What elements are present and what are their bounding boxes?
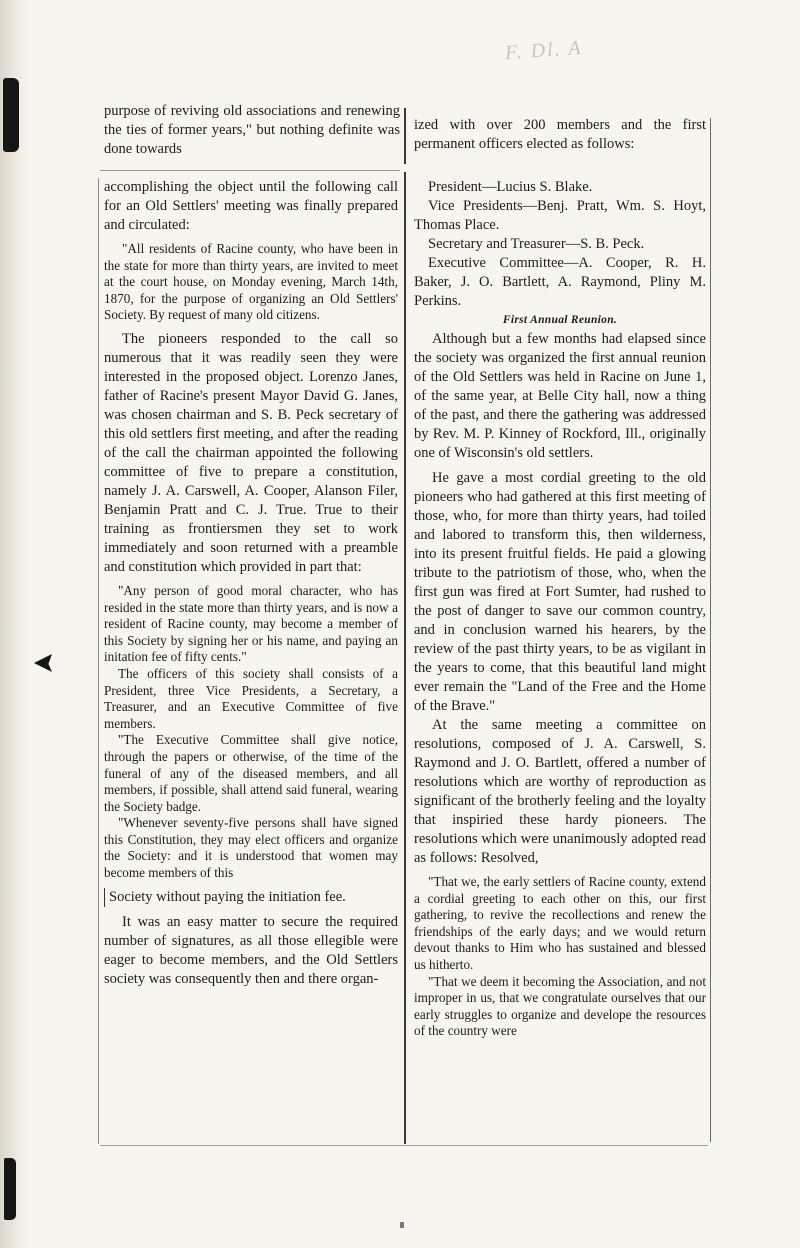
constitution-clause: "The Executive Committee shall give notice, through the papers or otherwise, of the time of the funeral of any of the diseased members, and all members, if possible, shall attend said funeral, wearing the Society badge.: [104, 732, 398, 814]
section-subhead: First Annual Reunion.: [502, 314, 618, 326]
officer-vice-presidents: Vice Presidents—Benj. Pratt, Wm. S. Hoyt, Thomas Place.: [414, 198, 706, 233]
paragraph: It was an easy matter to secure the required number of signatures, as all those ellegible were eager to become members, and the Old Settlers society was consequently then and there organ-: [104, 913, 398, 987]
paragraph: purpose of reviving old associations and renewing the ties of former years," but nothing definite was done towards: [104, 103, 400, 157]
scan-blot-top: [3, 78, 19, 152]
constitution-clause: "Any person of good moral character, who has resided in the state more than thirty years, and is now a resident of Racine county, may become a member of this Society by signing her or his name, and paying an initation fee of fifty cents.": [104, 582, 398, 665]
paragraph: ized with over 200 members and the first permanent officers elected as follows:: [414, 117, 706, 152]
resolution: "That we, the early settlers of Racine county, extend a cordial greeting to each other on this, our first gathering, to revive the recollections and renew the friendships of the early days; and we would return devout thanks to Him who has sustained and blessed us hitherto.: [414, 874, 706, 972]
paragraph: accomplishing the object until the following call for an Old Settlers' meeting was finally prepared and circulated:: [104, 179, 398, 233]
pencil-annotation: F. Dl. A: [504, 36, 584, 65]
right-border-rule: [710, 118, 711, 1142]
clipping-left-fragment: [104, 102, 400, 159]
clipping-divider: [100, 170, 400, 171]
constitution-clause: The officers of this society shall consists of a President, three Vice Presidents, a Secretary, a Treasurer, and an Executive Committee of five members.: [104, 665, 398, 731]
paragraph: At the same meeting a committee on resolutions, composed of J. A. Carswell, S. Raymond and J. O. Bartlett, offered a number of resolutions which are worthy of reproduction as significant of the brotherly feeling and the loyalty that inspiried these hardy pioneers. The resolutions which were unanimously adopted read as follows: Resolved,: [414, 717, 706, 866]
scan-blot-arrow: [34, 654, 52, 672]
column-rule: [404, 108, 406, 164]
left-border-rule: [98, 178, 99, 1144]
constitution-clause-end: Society without paying the initiation fee.: [104, 888, 398, 907]
scan-edge: [0, 0, 30, 1248]
paragraph: He gave a most cordial greeting to the old pioneers who had gathered at this first meeting of those, who, for more than thirty years, had toiled and labored to transform this, then wilderness, into its present fruitful fields. He paid a glowing tribute to the patriotism of those, who, when the first gun was fired at Fort Sumter, had rushed to the post of danger to save our common country, and in conclusion warned his hearers, by the review of the past thirty years, to be as vigilant in the years to come, that this beautiful land might ever remain the "Land of the Free and the Home of the Brave.": [414, 470, 706, 714]
officer-secretary: Secretary and Treasurer—S. B. Peck.: [428, 236, 645, 252]
right-column: [414, 178, 706, 1040]
bottom-divider: [100, 1145, 708, 1146]
officer-president: President—Lucius S. Blake.: [428, 179, 593, 195]
left-column: [104, 178, 398, 989]
scan-blot-bottom: [4, 1158, 16, 1220]
column-rule: [404, 172, 406, 1144]
clipping-right-fragment: [414, 116, 706, 154]
scan-mark: [400, 1222, 404, 1228]
paragraph: Although but a few months had elapsed since the society was organized the first annual reunion of the Old Settlers was held in Racine on June 1, of the same year, at Belle City hall, now a thing of the past, and there the gathering was addressed by Rev. M. P. Kinney of Rockford, Ill., originally one of Wisconsin's old settlers.: [414, 331, 706, 461]
constitution-clause: "Whenever seventy-five persons shall have signed this Constitution, they may elect officers and organize the Society: and it is understood that women may become members of this: [104, 815, 398, 881]
quoted-call: "All residents of Racine county, who have been in the state for more than thirty years, are invited to meet at the court house, on Monday evening, March 14th, 1870, for the purpose of organizing an Old Settlers' Society. By request of many old citizens.: [104, 241, 398, 323]
officer-executive-committee: Executive Committee—A. Cooper, R. H. Baker, J. O. Bartlett, A. Raymond, Pliny M. Perkins.: [414, 255, 706, 309]
resolution: "That we deem it becoming the Association, and not improper in us, that we congratulate ourselves that our early struggles to organize and develope the resources of the country were: [414, 973, 706, 1039]
paragraph: The pioneers responded to the call so numerous that it was readily seen they were interested in the proposed object. Lorenzo Janes, father of Racine's present Mayor David G. Janes, was chosen chairman and S. B. Peck secretary of this old settlers first meeting, and after the reading of the call the chairman appointed the following committee of five to prepare a constitution, namely J. A. Carswell, A. Cooper, Alanson Filer, Benjamin Pratt and C. J. True. True to their training as frontiersmen they set to work immediately and soon returned with a preamble and constitution which provided in part that:: [104, 330, 398, 575]
